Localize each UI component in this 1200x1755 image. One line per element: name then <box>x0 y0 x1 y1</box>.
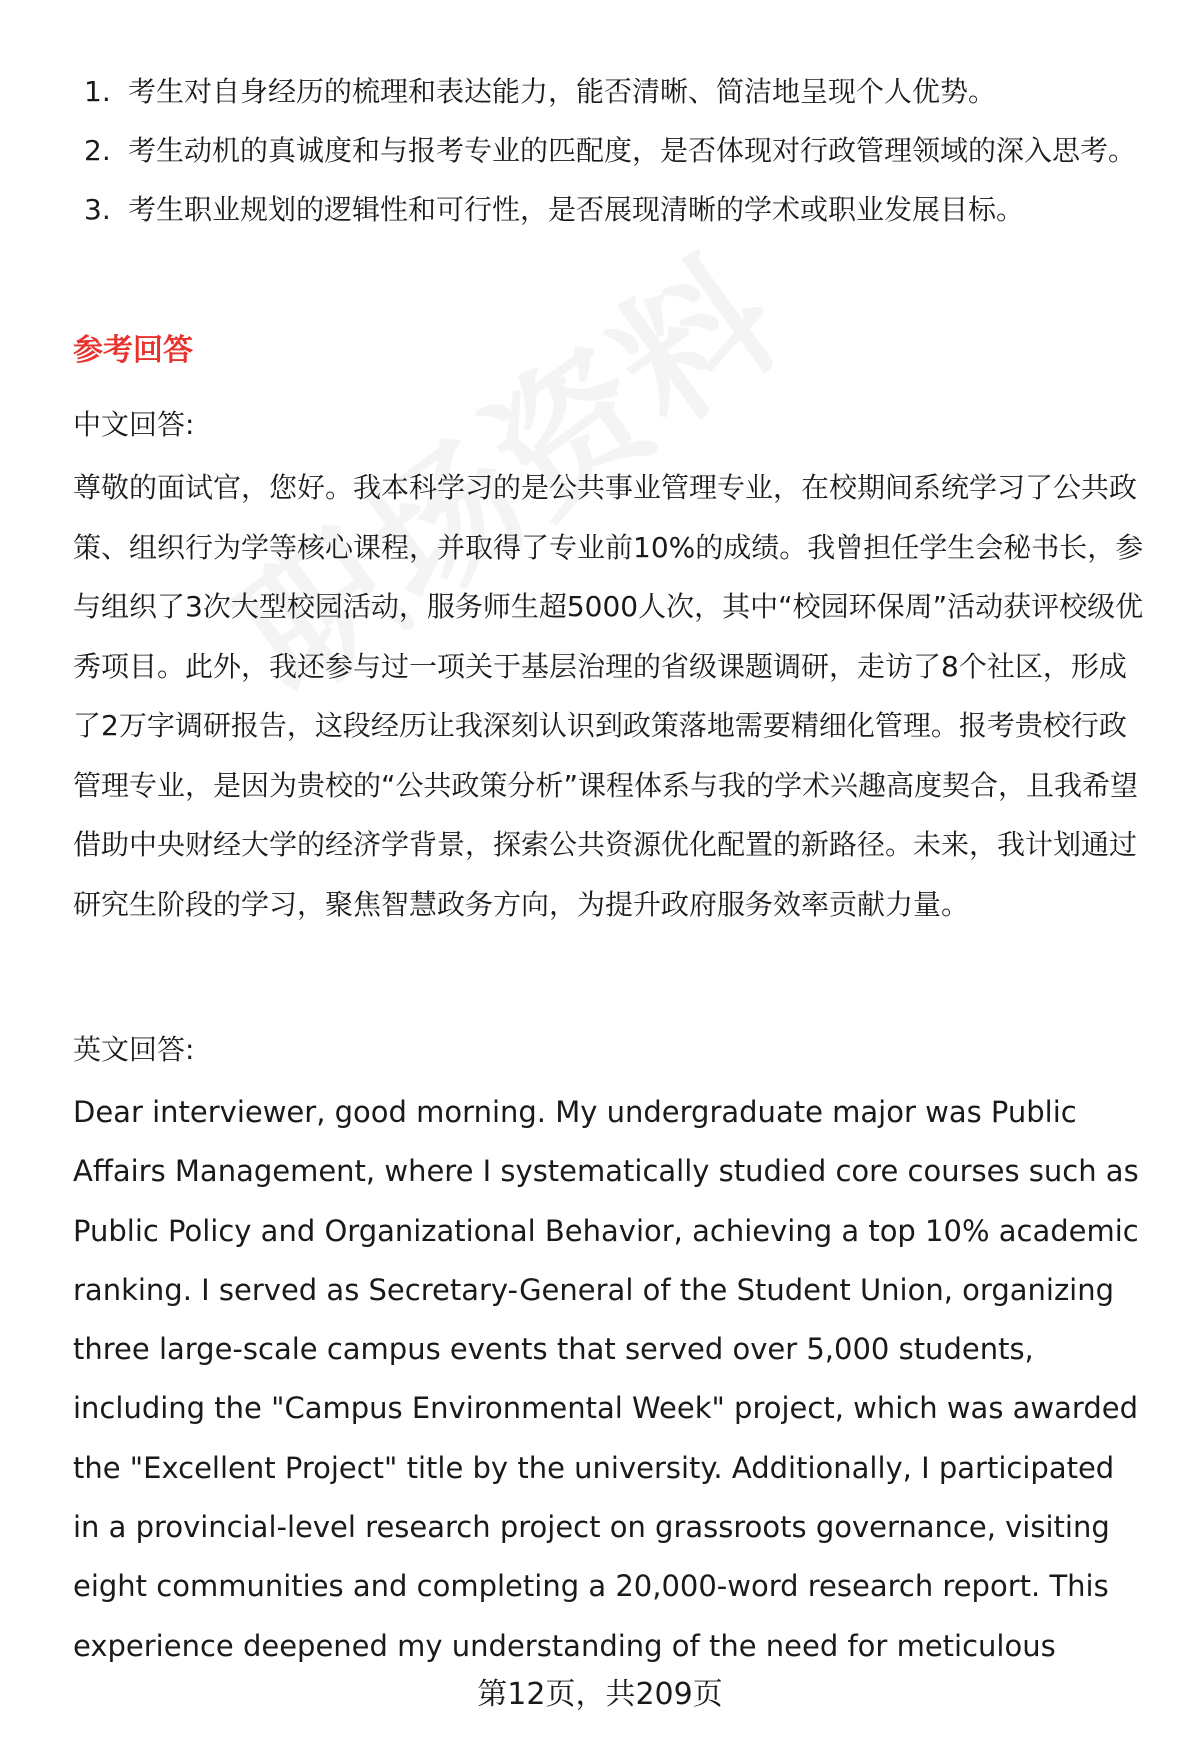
list-item-number: 3. <box>84 193 111 226</box>
list-item-text: 考生职业规划的逻辑性和可行性，是否展现清晰的学术或职业发展目标。 <box>128 193 1025 226</box>
list-item <box>84 180 1144 239</box>
list-item <box>84 62 1144 121</box>
list-item-text: 考生动机的真诚度和与报考专业的匹配度，是否体现对行政管理领域的深入思考。 <box>128 134 1137 167</box>
list-item-number: 1. <box>84 75 111 108</box>
english-answer-paragraph: Dear interviewer, good morning. My undergraduate major was Public Affairs Management, where I systematically studied core courses such as Public Policy and Organizational Behavior, achieving a top 10% academic ranking. I served as Secretary-General of the Student Union, organizing three large-scale campus events that served over 5,000 students, including the "Campus Environmental Week" project, which was awarded the "Excellent Project" title by the university. Additionally, I participated in a provincial-level research project on grassroots governance, visiting eight communities and completing a 20,000-word research report. This experience deepened my understanding of the need for meticulous <box>73 1095 1139 1663</box>
reference-answer-heading: 参考回答 <box>73 333 193 368</box>
chinese-answer-label: 中文回答: <box>73 408 195 441</box>
evaluation-criteria-list <box>84 62 1144 239</box>
list-item <box>84 121 1144 180</box>
page-number: 第12页，共209页 <box>477 1677 723 1712</box>
english-answer-label: 英文回答: <box>73 1033 195 1066</box>
list-item-number: 2. <box>84 134 111 167</box>
chinese-answer-paragraph: 尊敬的面试官，您好。我本科学习的是公共事业管理专业，在校期间系统学习了公共政策、组织行为学等核心课程，并取得了专业前10%的成绩。我曾担任学生会秘书长，参与组织了3次大型校园活动，服务师生超5000人次，其中“校园环保周”活动获评校级优秀项目。此外，我还参与过一项关于基层治理的省级课题调研，走访了8个社区，形成了2万字调研报告，这段经历让我深刻认识到政策落地需要精细化管理。报考贵校行政管理专业，是因为贵校的“公共政策分析”课程体系与我的学术兴趣高度契合，且我希望借助中央财经大学的经济学背景，探索公共资源优化配置的新路径。未来，我计划通过研究生阶段的学习，聚焦智慧政务方向，为提升政府服务效率贡献力量。 <box>73 471 1144 921</box>
list-item-text: 考生对自身经历的梳理和表达能力，能否清晰、简洁地呈现个人优势。 <box>128 75 997 108</box>
